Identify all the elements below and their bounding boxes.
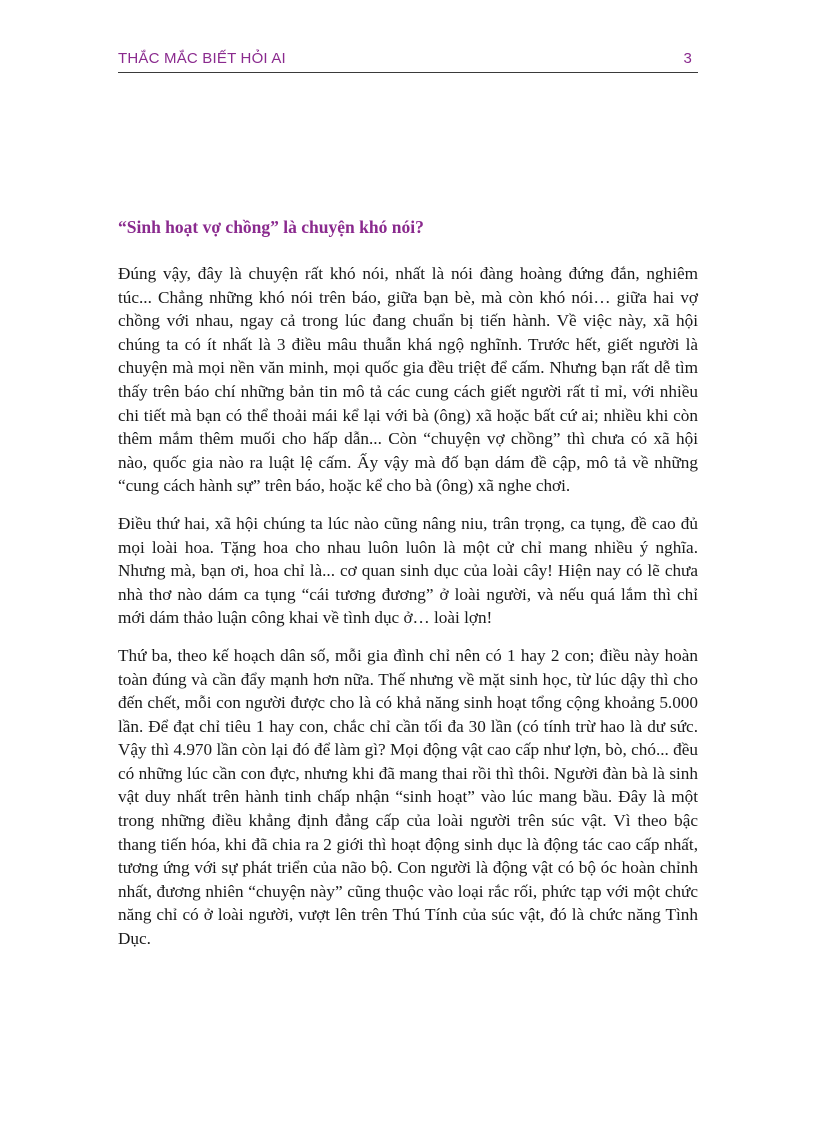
book-title: THẮC MẮC BIẾT HỎI AI [118,50,286,67]
paragraph-3: Thứ ba, theo kế hoạch dân số, mỗi gia đình chỉ nên có 1 hay 2 con; điều này hoàn toàn đúng và cần đẩy mạnh hơn nữa. Thế nhưng về mặt sinh học, từ lúc dậy thì cho đến chết, mỗi con người được cho là có khả năng sinh hoạt tổng cộng khoảng 5.000 lần. Để đạt chỉ tiêu 1 hay con, chắc chỉ cần tối đa 30 lần (có tính trừ hao là dư sức. Vậy thì 4.970 lần còn lại đó để làm gì? Mọi động vật cao cấp như lợn, bò, chó... đều có những lúc cần con đực, nhưng khi đã mang thai rồi thì thôi. Người đàn bà là sinh vật duy nhất trên hành tinh chấp nhận “sinh hoạt” vào lúc mang bầu. Đây là một trong những điều khẳng định đẳng cấp của loài người trên súc vật. Vì theo bậc thang tiến hóa, khi đã chia ra 2 giới thì hoạt động sinh dục là động tác cao cấp nhất, tương ứng với sự phát triển của não bộ. Con người là động vật có bộ óc hoàn chỉnh nhất, đương nhiên “chuyện này” cũng thuộc vào loại rắc rối, phức tạp với một chức năng chỉ có ở loài người, vượt lên trên Thú Tính của súc vật, đó là chức năng Tình Dục. [118,645,698,949]
running-header [118,50,698,73]
paragraph-2: Điều thứ hai, xã hội chúng ta lúc nào cũng nâng niu, trân trọng, ca tụng, đề cao đủ mọi loài hoa. Tặng hoa cho nhau luôn luôn là một cử chỉ mang nhiều ý nghĩa. Nhưng mà, bạn ơi, hoa chỉ là... cơ quan sinh dục của loài cây! Hiện nay có lẽ chưa nhà thơ nào dám ca tụng “cái tương đương” ở loài người, và nếu quá lắm thì chỉ mới dám thảo luận công khai về tình dục ở… loài lợn! [118,513,698,628]
page-number: 3 [683,50,692,67]
paragraph-1: Đúng vậy, đây là chuyện rất khó nói, nhất là nói đàng hoàng đứng đắn, nghiêm túc... Chẳng những khó nói trên báo, giữa bạn bè, mà còn khó nói… giữa hai vợ chồng với nhau, ngay cả trong lúc đang chuẩn bị tiến hành. Về việc này, xã hội chúng ta có ít nhất là 3 điều mâu thuẫn khá ngộ nghĩnh. Trước hết, giết người là chuyện mà mọi nền văn minh, mọi quốc gia đều triệt để cấm. Nhưng bạn rất dễ tìm thấy trên báo chí những bản tin mô tả các cung cách giết người rất tỉ mỉ, với nhiều chi tiết mà bạn có thể thoải mái kể lại với bà (ông) xã hoặc bất cứ ai; nhiều khi còn thêm mắm thêm muối cho hấp dẫn... Còn “chuyện vợ chồng” thì chưa có xã hội nào, quốc gia nào ra luật lệ cấm. Ấy vậy mà đố bạn dám đề cập, mô tả về những “cung cách hành sự” trên báo, hoặc kể cho bà (ông) xã nghe chơi. [118,264,698,496]
section-heading: “Sinh hoạt vợ chồng” là chuyện khó nói? [118,217,424,237]
page-body [118,214,698,965]
